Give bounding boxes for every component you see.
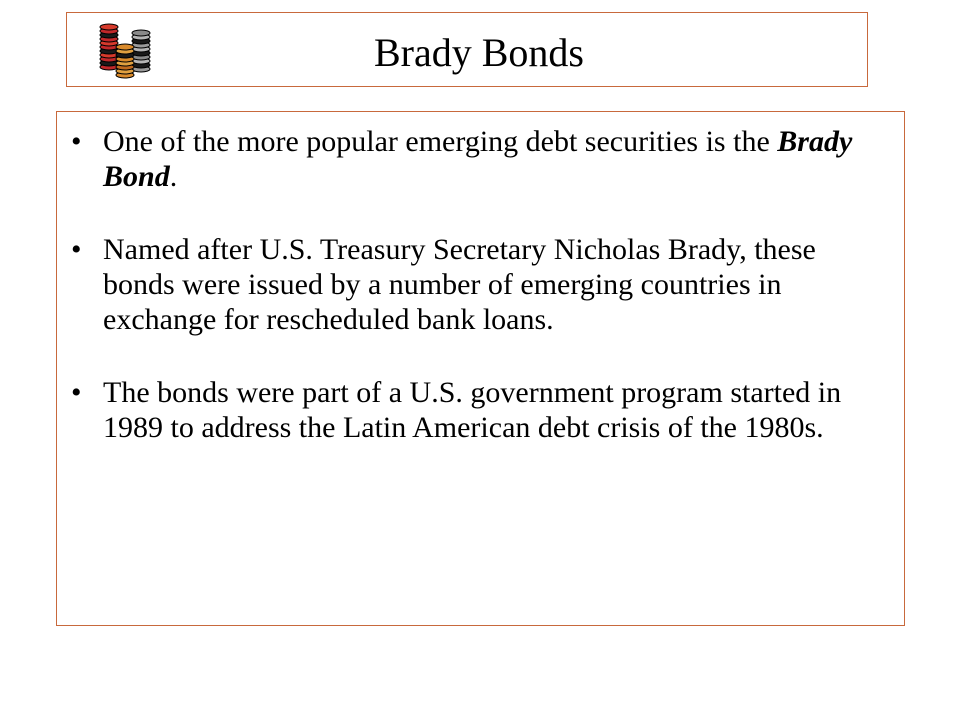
bullet-text-after: . (169, 160, 178, 193)
bullet-text (103, 125, 852, 193)
title-box (66, 12, 868, 87)
bullet-text: The bonds were part of a U.S. government program started in 1989 to address the Latin American debt crisis of the 1980s. (103, 376, 842, 444)
content-box (56, 111, 905, 626)
bullet-text-emphasis: Brady Bond (103, 125, 853, 193)
bullet-item-government-program (57, 375, 904, 445)
bullet-text-before: One of the more popular emerging debt securities is the (103, 125, 778, 158)
bullet-dot: • (71, 233, 82, 266)
bullet-dot: • (71, 376, 82, 409)
bullet-list (57, 124, 904, 483)
bullet-text: Named after U.S. Treasury Secretary Nicholas Brady, these bonds were issued by a number of emerging countries in exchange for rescheduled bank loans. (103, 233, 816, 336)
slide-title: Brady Bonds (374, 30, 584, 75)
bullet-dot: • (71, 125, 82, 158)
bullet-item-brady-bond (57, 124, 904, 194)
bullet-item-named-after (57, 232, 904, 337)
